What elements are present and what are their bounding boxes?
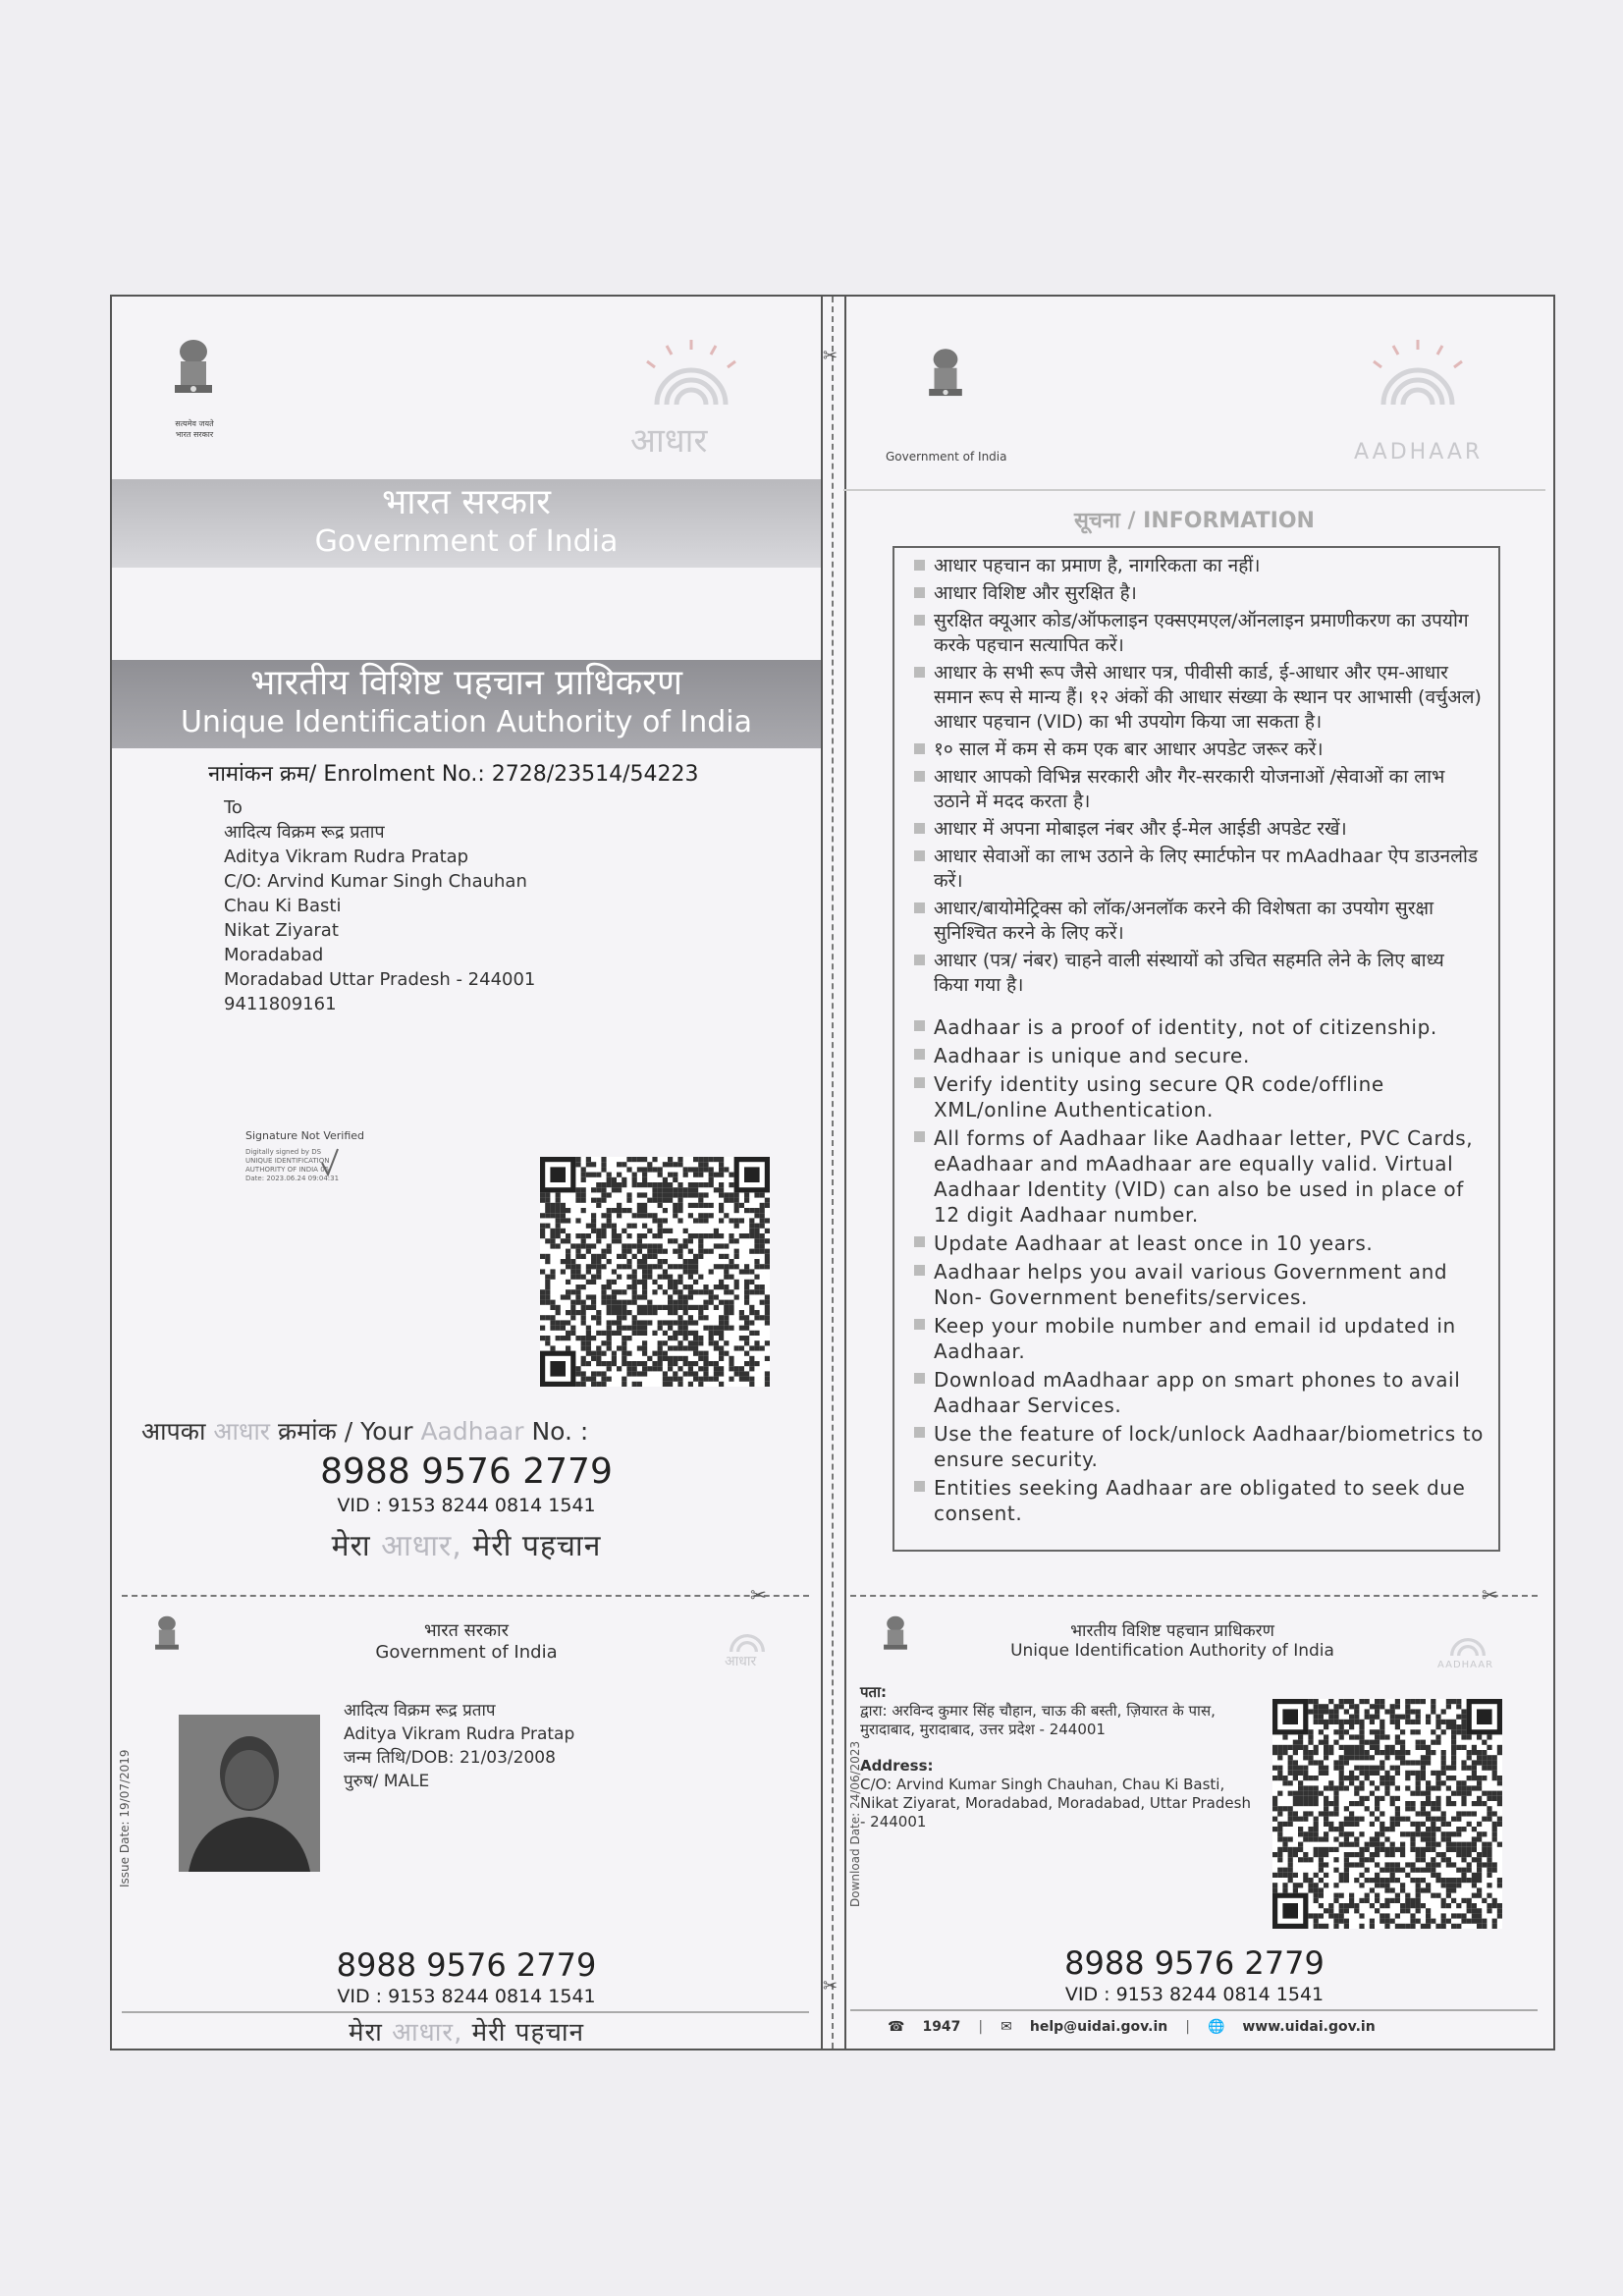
address-line: Moradabad [224,945,324,965]
tagline-part: आधार, [392,2018,463,2048]
address-label-hindi: पता: [860,1683,887,1701]
signature-block [245,1129,364,1183]
govt-hindi: भारत सरकार [381,482,552,522]
info-item: आधार के सभी रूप जैसे आधार पत्र, पीवीसी कार्ड, ई-आधार और एम-आधार समान रूप से मान्य हैं। १२ अंकों की आधार संख्या के स्थान पर आभासी (वर्चुअल) आधार पहचान (VID) का भी उपयोग किया जा सकता है। [908,661,1485,735]
card-aadhaar-number: 8988 9576 2779 [1064,1944,1325,1982]
info-item: Entities seeking Aadhaar are obligated to seek due consent. [908,1475,1485,1526]
tagline-part: मेरा [348,2018,383,2048]
info-item: Download mAadhaar app on smart phones to avail Aadhaar Services. [908,1367,1485,1418]
download-date: Download Date: 24/06/2023 [848,1740,862,1907]
holder-gender: पुरुष/ MALE [344,1772,430,1791]
uidai-band [112,660,821,748]
address-english: C/O: Arvind Kumar Singh Chauhan, Chau Ki Basti, Nikat Ziyarat, Moradabad, Moradabad, Uttar Pradesh - 244001 [860,1776,1251,1831]
card-vid-number: VID : 9153 8244 0814 1541 [1064,1984,1325,2005]
holder-name-hindi: आदित्य विक्रम रूद्र प्रताप [344,1701,496,1721]
signature-check-icon [318,1143,342,1182]
emblem-govt: भारत सरकार [175,430,214,439]
website: www.uidai.gov.in [1242,2019,1376,2035]
info-item: आधार आपको विभिन्न सरकारी और गैर-सरकारी योजनाओं /सेवाओं का लाभ उठाने में मदद करता है। [908,765,1485,814]
holder-name-english: Aditya Vikram Rudra Pratap [344,1724,575,1744]
govt-band [112,479,821,568]
contact-footer: ☎ 1947 | ✉ help@uidai.gov.in | 🌐 www.uidai.gov.in [888,2019,1376,2035]
card-govt-english: Government of India [375,1642,558,1663]
govt-english: Government of India [314,524,619,559]
info-item: Aadhaar helps you avail various Government and Non- Government benefits/services. [908,1259,1485,1310]
tagline-part: मेरा [331,1529,371,1563]
label-part: No. : [531,1417,589,1446]
info-item: आधार सेवाओं का लाभ उठाने के लिए स्मार्टफोन पर mAadhaar ऐप डाउनलोड करें। [908,845,1485,894]
signature-line: Digitally signed by DS [245,1148,322,1156]
scissors-icon: ✂ [823,346,839,366]
tagline [112,1524,821,1564]
helpline-number: 1947 [922,2019,961,2035]
issue-date: Issue Date: 19/07/2019 [118,1749,132,1887]
info-box [893,546,1500,1552]
aadhaar-number: 8988 9576 2779 [320,1451,613,1492]
footer-rule [850,2009,1538,2011]
holder-details [344,1699,574,1793]
card-uidai-english: Unique Identification Authority of India [1010,1641,1334,1661]
address-line: Moradabad Uttar Pradesh - 244001 [224,969,536,990]
uidai-hindi: भारतीय विशिष्ट पहचान प्राधिकरण [250,663,682,703]
tagline-part: मेरी पहचान [472,1529,602,1563]
your-aadhaar-label [141,1414,588,1448]
aadhaar-logo-text: AADHAAR [1354,440,1484,465]
cut-line [850,1595,1538,1597]
address-line: Chau Ki Basti [224,896,342,916]
address-hindi: द्वारा: अरविन्द कुमार सिंह चौहान, चाऊ की बस्ती, ज़ियारत के पास, मुरादाबाद, मुरादाबाद, उत्तर प्रदेश - 244001 [860,1702,1216,1738]
emblem-caption [159,418,230,440]
signature-status: Signature Not Verified [245,1129,365,1142]
info-title: सूचना / INFORMATION [1074,509,1315,533]
aadhaar-logo-icon [1329,336,1506,414]
scissors-icon: ✂ [823,1976,839,1996]
card-uidai-hindi: भारतीय विशिष्ट पहचान प्राधिकरण [1070,1621,1274,1641]
scissors-icon: ✂ [1482,1583,1498,1607]
aadhaar-letter [110,295,1555,2050]
aadhaar-logo-text: AADHAAR [1437,1660,1494,1670]
info-item: Verify identity using secure QR code/offline XML/online Authentication. [908,1071,1485,1122]
tagline-part: आधार, [381,1529,462,1563]
label-part: आधार [213,1417,271,1446]
address-line: To [224,797,243,818]
center-cut-divider [821,297,846,2049]
label-part: Aadhaar [420,1417,524,1446]
card-uidai-header [927,1618,1418,1661]
support-email: help@uidai.gov.in [1029,2019,1168,2035]
info-item: Keep your mobile number and email id updated in Aadhaar. [908,1313,1485,1364]
vid-number: VID : 9153 8244 0814 1541 [337,1495,596,1516]
address-line: Nikat Ziyarat [224,920,339,941]
address-block [224,795,535,1016]
tagline-part: मेरी पहचान [471,2018,585,2048]
aadhaar-logo-icon [618,336,765,414]
aadhaar-logo-icon [1434,1622,1502,1662]
qr-code [1272,1699,1502,1929]
info-item: Aadhaar is a proof of identity, not of citizenship. [908,1014,1485,1040]
info-item: Update Aadhaar at least once in 10 years. [908,1230,1485,1256]
info-item: आधार विशिष्ट और सुरक्षित है। [908,581,1485,606]
label-part: क्रमांक / Your [277,1417,413,1446]
card-aadhaar-number: 8988 9576 2779 [336,1946,597,1984]
info-item: आधार पहचान का प्रमाण है, नागरिकता का नहीं। [908,554,1485,578]
enrolment-number: नामांकन क्रम/ Enrolment No.: 2728/23514/54223 [208,762,699,787]
holder-photo [179,1715,320,1872]
mail-icon: ✉ [1001,2019,1012,2035]
national-emblem-icon [915,342,976,420]
info-item: आधार में अपना मोबाइल नंबर और ई-मेल आईडी अपडेट रखें। [908,817,1485,842]
address-label-english: Address: [860,1757,934,1775]
qr-code [540,1157,770,1387]
national-emblem-icon [874,1611,917,1667]
card-tagline [112,2013,821,2049]
info-item: Use the feature of lock/unlock Aadhaar/biometrics to ensure security. [908,1421,1485,1472]
info-item: १० साल में कम से कम एक बार आधार अपडेट जरूर करें। [908,738,1485,762]
national-emblem-icon [159,332,228,420]
label-part: आपका [141,1417,206,1446]
hindi-list [894,548,1498,998]
aadhaar-logo-text: आधार [725,1654,757,1669]
scissors-icon: ✂ [750,1583,767,1607]
signature-line: AUTHORITY OF INDIA 05 [245,1166,330,1174]
signature-line: Date: 2023.06.24 09:04:31 [245,1175,340,1182]
info-item: सुरक्षित क्यूआर कोड/ऑफलाइन एक्सएमएल/ऑनलाइन प्रमाणीकरण का उपयोग करके पहचान सत्यापित करें। [908,609,1485,658]
address-line: C/O: Arvind Kumar Singh Chauhan [224,871,527,892]
address-line: आदित्य विक्रम रूद्र प्रताप [224,822,385,843]
info-item: आधार/बायोमेट्रिक्स को लॉक/अनलॉक करने की विशेषता का उपयोग सुरक्षा सुनिश्चित करने के लिए करें। [908,897,1485,946]
info-item: Aadhaar is unique and secure. [908,1043,1485,1068]
aadhaar-logo-text: आधार [630,421,708,461]
info-item: आधार (पत्र/ नंबर) चाहने वाली संस्थायों को उचित सहमति लेने के लिए बाध्य किया गया है। [908,949,1485,998]
address-line: Aditya Vikram Rudra Pratap [224,847,469,867]
cut-line [122,1595,809,1597]
card-vid-number: VID : 9153 8244 0814 1541 [337,1986,596,2007]
holder-dob: जन्म तिथि/DOB: 21/03/2008 [344,1748,556,1768]
address-line: 9411809161 [224,994,337,1014]
card-govt-hindi: भारत सरकार [423,1620,510,1641]
signature-line: UNIQUE IDENTIFICATION [245,1157,330,1165]
info-item: All forms of Aadhaar like Aadhaar letter, PVC Cards, eAadhaar and mAadhaar are equally valid. Virtual Aadhaar Identity (VID) can also be used in place of 12 digit Aadhaar number. [908,1125,1485,1228]
english-list [894,1001,1498,1526]
header-rule [843,489,1545,491]
person-icon [179,1715,320,1872]
card-address [860,1683,1253,1831]
globe-icon: 🌐 [1207,2019,1225,2035]
phone-icon: ☎ [888,2019,905,2035]
uidai-english: Unique Identification Authority of India [180,705,753,739]
emblem-caption: Government of India [886,450,1007,464]
emblem-motto: सत्यमेव जयते [175,419,214,428]
